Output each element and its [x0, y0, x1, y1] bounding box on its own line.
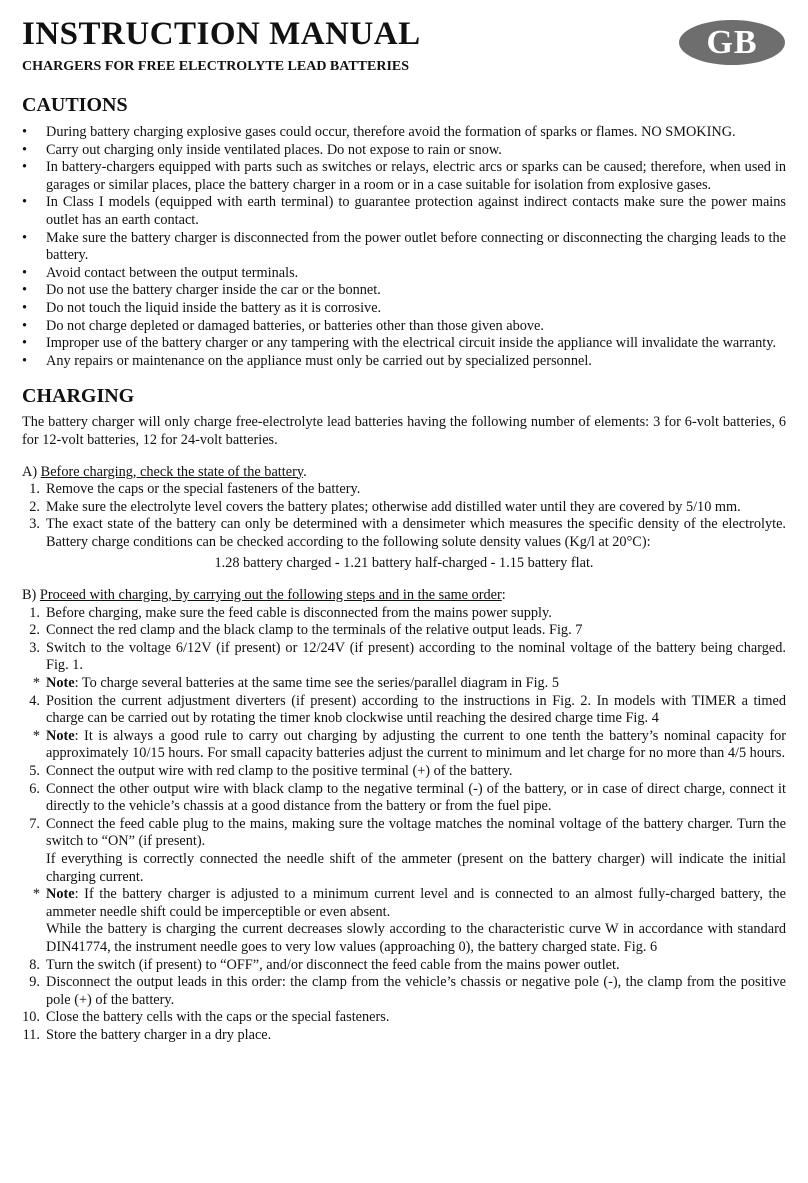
step-item: 3. Switch to the voltage 6/12V (if present) or 12/24V (if present) according to the nominal voltage of the battery being charged. Fig. 1. [29, 639, 786, 674]
note-item: * Note: It is always a good rule to carry out charging by adjusting the current to one tenth the battery’s nominal capacity for approximately 10/15 hours. For small capacity batteries adjust the current to minimum and let charge for no more than 4/5 hours. [22, 728, 786, 763]
bullet-icon: • [22, 124, 28, 140]
step-item: 7. Connect the feed cable plug to the mains, making sure the voltage matches the nominal voltage of the battery charger. Turn the switch to “ON” (if present). If everything is correctly connected the needle shift of the ammeter (present on the battery charger) will indicate the initial charging current. [29, 815, 786, 885]
caution-item: • Improper use of the battery charger or any tampering with the electrical circuit inside the appliance will invalidate the warranty. [22, 335, 777, 352]
bullet-icon: • [22, 282, 28, 299]
bullet-icon: • [22, 299, 28, 316]
step-item: 10. Close the battery cells with the caps or the special fasteners. [22, 1009, 390, 1026]
cautions-heading: CAUTIONS [22, 94, 128, 116]
step-item: 3. The exact state of the battery can only be determined with a densimeter which measures the specific density of the electrolyte. Battery charge conditions can be checked according to the following solute density values (Kg/l at 20°C): [29, 516, 786, 550]
bullet-icon: • [22, 335, 28, 352]
bullet-icon: • [22, 141, 28, 158]
caution-item: • Do not touch the liquid inside the battery as it is corrosive. [22, 299, 382, 316]
asterisk-icon: * [32, 886, 40, 903]
section-b [22, 587, 786, 1044]
step-item: 1. Remove the caps or the special fasteners of the battery. [29, 481, 361, 498]
page-title: INSTRUCTION MANUAL [22, 16, 421, 52]
section-a-title: A) Before charging, check the state of the battery. [22, 463, 307, 480]
step-item: 4. Position the current adjustment diverters (if present) according to the instructions in Fig. 2. In models with TIMER a timed charge can be carried out by rotating the timer knob clockwise until reaching the desired charge time Fig. 4 [29, 692, 786, 727]
step-item: 8. Turn the switch (if present) to “OFF”, and/or disconnect the feed cable from the mains power outlet. [29, 956, 620, 973]
caution-item: • In battery-chargers equipped with parts such as switches or relays, electric arcs or sparks can be caused; therefore, when used in garages or similar places, place the battery charger in a room or in a case suitable for isolation from explosive gases. [22, 159, 786, 193]
bullet-icon: • [22, 317, 28, 334]
asterisk-icon: * [32, 675, 40, 692]
charging-heading: CHARGING [22, 385, 135, 408]
note-item: * Note: To charge several batteries at the same time see the series/parallel diagram in Fig. 5 [22, 675, 786, 693]
bullet-icon: • [22, 159, 28, 176]
step-item: 2. Make sure the electrolyte level covers the battery plates; otherwise add distilled water until they are covered by 5/10 mm. [29, 498, 741, 515]
bullet-icon: • [22, 194, 28, 211]
note-item: * Note: If the battery charger is adjusted to a minimum current level and is connected to an almost fully-charged battery, the ammeter needle shift could be imperceptible or even absent. While the battery is charging the current decreases slowly according to the characteristic curve W in accordance with standard DIN41774, the instrument needle goes to very low values (approaching 0), the battery charged state. Fig. 6 [22, 886, 786, 956]
step-item: 2. Connect the red clamp and the black clamp to the terminals of the relative output leads. Fig. 7 [29, 622, 583, 639]
caution-item: • Do not use the battery charger inside the car or the bonnet. [22, 282, 381, 299]
bullet-icon: • [22, 352, 28, 369]
caution-item: • Do not charge depleted or damaged batteries, or batteries other than those given above. [22, 317, 544, 334]
density-values: 1.28 battery charged - 1.21 battery half-charged - 1.15 battery flat. [214, 555, 594, 572]
step-item: 11. Store the battery charger in a dry place. [22, 1026, 272, 1043]
caution-item: • Avoid contact between the output terminals. [22, 264, 299, 281]
asterisk-icon: * [32, 727, 40, 744]
manual-page [22, 14, 786, 1045]
step-item: 5. Connect the output wire with red clamp to the positive terminal (+) of the battery. [29, 763, 513, 779]
caution-item: • Make sure the battery charger is disconnected from the power outlet before connecting or disconnecting the charging leads to the battery. [22, 229, 786, 264]
step-item: 6. Connect the other output wire with black clamp to the negative terminal (-) of the battery, or in case of direct charge, connect it directly to the vehicle’s chassis at a good distance from the battery or from the fuel pipe. [29, 780, 786, 815]
bullet-icon: • [22, 264, 28, 281]
caution-item: • In Class I models (equipped with earth terminal) to guarantee protection against indirect contacts make sure the power mains outlet has an earth contact. [22, 194, 786, 228]
section-a-steps [22, 481, 786, 551]
section-a [22, 464, 786, 574]
language-badge: GB [679, 20, 785, 65]
section-b-steps [22, 605, 786, 1045]
charging-intro: The battery charger will only charge free-electrolyte lead batteries having the following number of elements: 3 for 6-volt batteries, 6 for 12-volt batteries, 12 for 24-volt batteries. [22, 414, 786, 448]
section-b-title: B) Proceed with charging, by carrying out the following steps and in the same order: [22, 587, 506, 604]
step-item: 9. Disconnect the output leads in this order: the clamp from the vehicle’s chassis or negative pole (-), the clamp from the positive pole (+) of the battery. [29, 974, 786, 1008]
cautions-list [22, 124, 786, 370]
page-subtitle: CHARGERS FOR FREE ELECTROLYTE LEAD BATTERIES [22, 59, 410, 74]
caution-item: • During battery charging explosive gases could occur, therefore avoid the formation of sparks or flames. NO SMOKING. [22, 124, 736, 140]
bullet-icon: • [22, 229, 28, 246]
caution-item: • Carry out charging only inside ventilated places. Do not expose to rain or snow. [22, 141, 502, 158]
step-item: 1. Before charging, make sure the feed cable is disconnected from the mains power supply. [29, 604, 552, 621]
caution-item: • Any repairs or maintenance on the appliance must only be carried out by specialized personnel. [22, 352, 592, 369]
